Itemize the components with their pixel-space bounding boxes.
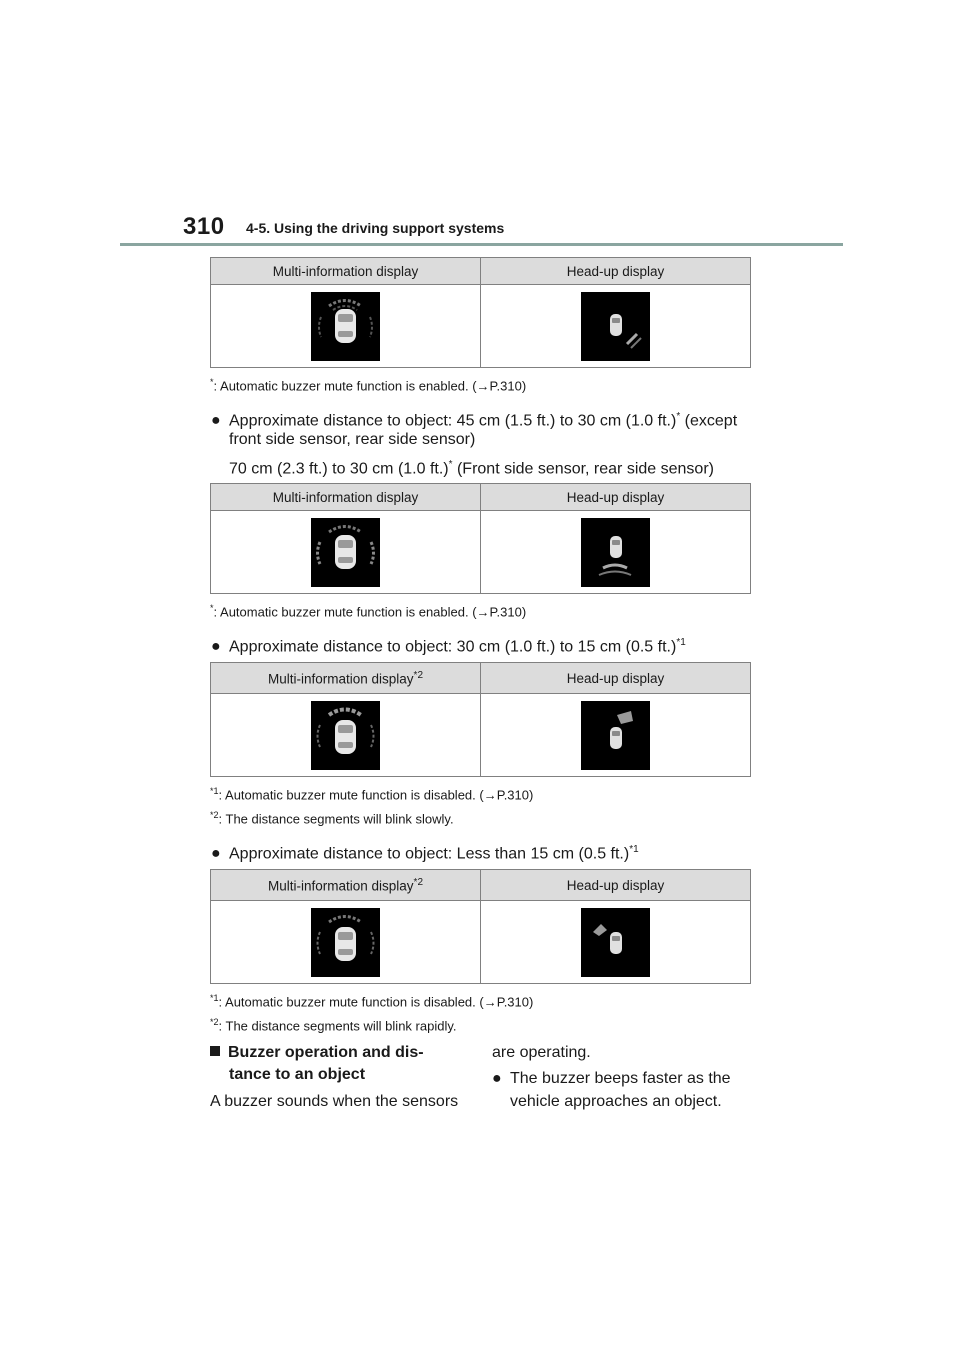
mid-car-image [311,701,380,770]
header-rule [120,243,843,246]
display-table-2 [210,483,751,594]
footnote-block1: *: Automatic buzzer mute function is enabled. (→P.310) [210,377,527,394]
mid-car-image [311,908,380,977]
col-header-mid: Multi-information display [211,484,481,511]
hud-car-image [581,292,650,361]
footnote-block2: *: Automatic buzzer mute function is enabled. (→P.310) [210,603,527,620]
bullet-distance-45-30: ● Approximate distance to object: 45 cm (1.5 ft.) to 30 cm (1.0 ft.)* (except [211,411,738,430]
mid-car-image [311,518,380,587]
page-number: 310 [183,213,225,240]
bullet-distance-30-15: ● Approximate distance to object: 30 cm (1.0 ft.) to 15 cm (0.5 ft.)$^{*1}$ [211,637,686,656]
mid-car-image [311,292,380,361]
buzzer-left-text: A buzzer sounds when the sensors [210,1093,459,1110]
col-header-mid: Multi-information display$^{*2}$ [211,663,481,694]
col-header-hud: Head-up display [481,484,751,511]
buzzer-bullet: ● The buzzer beeps faster as the [492,1070,731,1087]
hud-cell [481,901,751,984]
mid-cell [211,694,481,777]
display-table-3 [210,662,751,777]
display-table-1 [210,257,751,368]
page-header [0,0,960,250]
col-header-mid: Multi-information display$^{*2}$ [211,870,481,901]
display-table-4 [210,869,751,984]
buzzer-bullet-line2: vehicle approaches an object. [510,1093,722,1110]
hud-car-image [581,908,650,977]
mid-cell [211,285,481,368]
hud-car-image [581,701,650,770]
hud-cell [481,511,751,594]
hud-cell [481,694,751,777]
bullet-distance-less-15: ● Approximate distance to object: Less than 15 cm (0.5 ft.)$^{*1}$ [211,844,639,863]
mid-cell [211,901,481,984]
square-bullet-icon [210,1046,220,1056]
section-title: 4-5. Using the driving support systems [246,220,505,236]
col-header-hud: Head-up display [481,663,751,694]
col-header-hud: Head-up display [481,258,751,285]
col-header-hud: Head-up display [481,870,751,901]
hud-cell [481,285,751,368]
buzzer-right-text: are operating. [492,1044,591,1061]
footnote-block4-2: $^{*2}$: The distance segments will blink rapidly. [210,1017,457,1034]
footnote-block3-1: $^{*1}$: Automatic buzzer mute function is disabled. (→P.310) [210,786,534,803]
footnote-block3-2: $^{*2}$: The distance segments will blink slowly. [210,810,454,827]
buzzer-heading: Buzzer operation and dis- tance to an object [210,1042,424,1086]
bullet-distance-45-30-line3: 70 cm (2.3 ft.) to 30 cm (1.0 ft.)* (Front side sensor, rear side sensor) [229,459,714,478]
footnote-block4-1: $^{*1}$: Automatic buzzer mute function is disabled. (→P.310) [210,993,534,1010]
hud-car-image [581,518,650,587]
col-header-mid: Multi-information display [211,258,481,285]
mid-cell [211,511,481,594]
bullet-distance-45-30-line2: front side sensor, rear side sensor) [229,431,476,448]
